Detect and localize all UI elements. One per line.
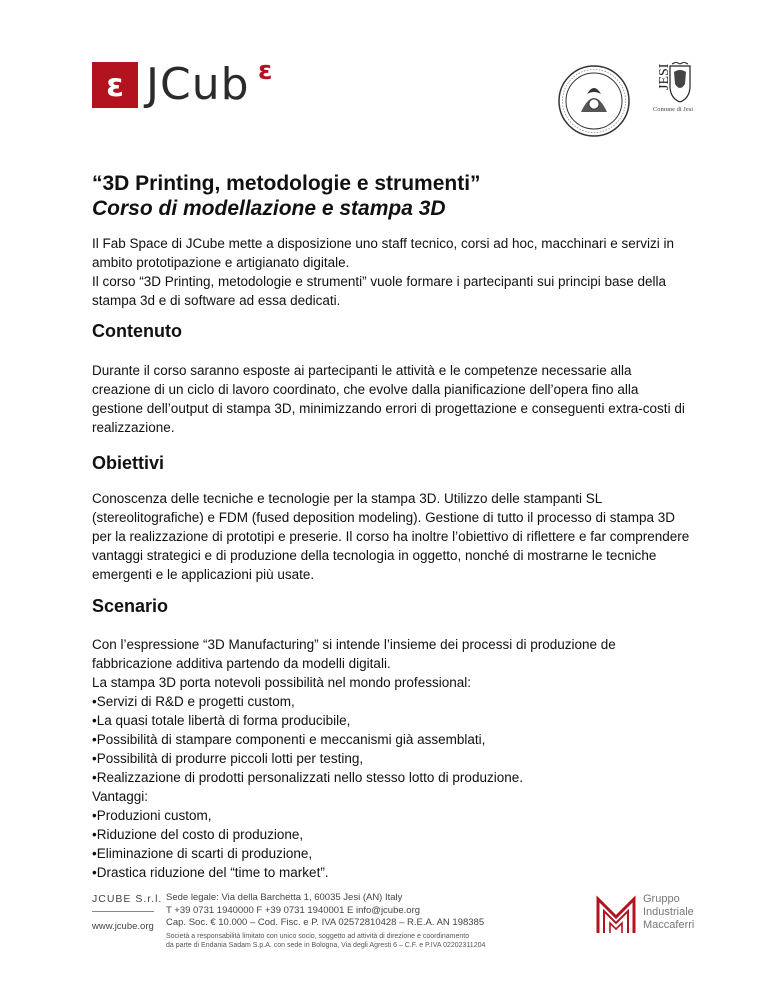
footer-website-link[interactable]: www.jcube.org xyxy=(92,921,154,932)
scenario-paragraph-1: Con l’espressione “3D Manufacturing” si intende l’insieme dei processi di produzione de fabbricazione additiva partendo da modelli digitali. xyxy=(92,637,616,671)
list-item: • La quasi totale libertà di forma producibile, xyxy=(92,711,692,730)
heading-contenuto: Contenuto xyxy=(92,321,182,341)
footer-company: JCUBE S.r.l. xyxy=(92,893,163,905)
jesi-crest-icon xyxy=(652,62,692,104)
obiettivi-text: Conoscenza delle tecniche e tecnologie per la stampa 3D. Utilizzo delle stampanti SL (stereolitografiche) e FDM (fused deposition modeling). Gestione di tutto il processo di stampa 3D per la realizzazione di prototipi e preserie. Il corso ha inoltre l’obiettivo di riflettere e far comprendere vantaggi strategici e di produzione della tecnologia in oggetto, nonché di mostrarne le tecniche emergenti e le applicazioni più usate. xyxy=(92,491,690,582)
intro-section xyxy=(92,234,692,310)
footer-legal xyxy=(166,932,485,950)
scenario-paragraph-2: La stampa 3D porta notevoli possibilità nel mondo professional: xyxy=(92,675,471,690)
list-item: • Eliminazione di scarti di produzione, xyxy=(92,844,692,863)
document-title: “3D Printing, metodologie e strumenti” xyxy=(92,172,481,195)
heading-obiettivi: Obiettivi xyxy=(92,453,165,473)
vantaggi-label: Vantaggi: xyxy=(92,789,149,804)
list-item: • Riduzione del costo di produzione, xyxy=(92,825,692,844)
scenario-list-1 xyxy=(92,692,692,787)
jcube-logo xyxy=(92,56,274,110)
document-subtitle: Corso di modellazione e stampa 3D xyxy=(92,197,446,220)
footer-details xyxy=(166,892,484,930)
list-item: • Produzioni custom, xyxy=(92,806,692,825)
jesi-caption: Comune di Jesi xyxy=(652,106,694,113)
list-item: • Possibilità di stampare componenti e meccanismi già assemblati, xyxy=(92,730,692,749)
contenuto-section xyxy=(92,361,692,437)
jcube-logo-superscript: ɛ xyxy=(258,56,274,86)
footer-address: Sede legale: Via della Barchetta 1, 60035 Jesi (AN) Italy xyxy=(166,892,403,903)
footer-contacts: T +39 0731 1940000 F +39 0731 1940001 E info@jcube.org xyxy=(166,904,421,916)
scenario-list-2 xyxy=(92,806,692,882)
group-name-line-2: Industriale xyxy=(643,906,694,918)
heading-scenario: Scenario xyxy=(92,596,169,616)
footer-divider xyxy=(92,911,154,912)
jcube-logo-mark: ɛ xyxy=(92,62,138,108)
list-item: • Servizi di R&D e progetti custom, xyxy=(92,692,692,711)
seal-icon xyxy=(557,64,631,138)
list-item: • Drastica riduzione del “time to market”. xyxy=(92,863,692,882)
group-name-line-3: Maccaferri xyxy=(643,919,695,931)
scenario-section xyxy=(92,635,692,882)
maccaferri-logo-icon xyxy=(596,895,636,935)
contenuto-text: Durante il corso saranno esposte ai partecipanti le attività e le competenze necessarie alla creazione di un ciclo di lavoro coordinato, che evolve dalla pianificazione dell’opera fino alla gestione dell’output di stampa 3D, minimizzando errori di progettazione e conseguenti extra-costi di realizzazione. xyxy=(92,363,685,435)
footer-legal-line-2: da parte di Endania Sadam S.p.A. con sede in Bologna, Via degli Agresti 6 – C.F. e P.IVA 02202311204 xyxy=(166,942,486,949)
footer-legal-line-1: Società a responsabilità limitato con unico socio, soggetto ad attività di direzione e coordinamento xyxy=(166,933,470,940)
intro-paragraph-2: Il corso “3D Printing, metodologie e strumenti” vuole formare i partecipanti sui principi base della stampa 3d e di software ad essa dedicati. xyxy=(92,274,667,308)
jcube-logo-text xyxy=(146,56,274,110)
maccaferri-group-name xyxy=(643,893,694,932)
list-item: • Possibilità di produrre piccoli lotti per testing, xyxy=(92,749,692,768)
jcube-logo-wordmark: JCub xyxy=(146,59,250,110)
list-item: • Realizzazione di prodotti personalizzati nello stesso lotto di produzione. xyxy=(92,768,692,787)
svg-text:JESI: JESI xyxy=(657,63,672,90)
intro-paragraph-1: Il Fab Space di JCube mette a disposizione uno staff tecnico, corsi ad hoc, macchinari e servizi in ambito prototipazione e artigianato digitale. xyxy=(92,236,675,270)
group-name-line-1: Gruppo xyxy=(643,893,680,905)
obiettivi-section xyxy=(92,489,692,584)
footer-fiscal: Cap. Soc. € 10.000 – Cod. Fisc. e P. IVA 02572810428 – R.E.A. AN 198385 xyxy=(166,917,485,928)
